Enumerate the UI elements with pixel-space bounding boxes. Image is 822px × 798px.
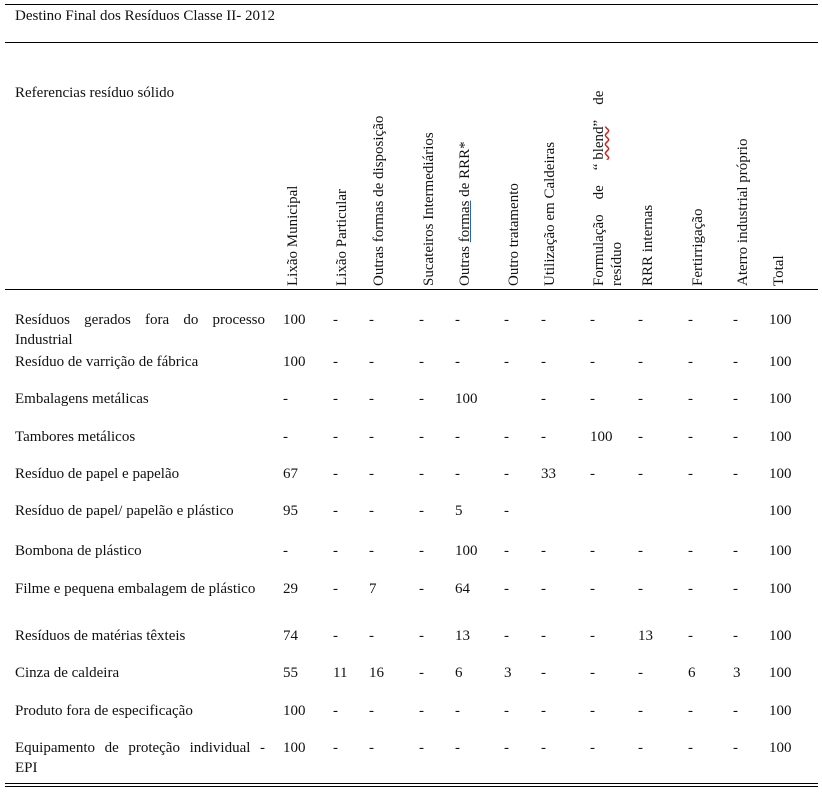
table-cell: - [455,740,460,756]
table-cell: - [419,581,424,597]
table-cell: 100 [769,391,792,407]
table-cell: - [541,391,546,407]
column-header-label: ” de [591,90,607,127]
table-cell: - [590,466,595,482]
table-cell: - [333,312,338,328]
table-cell: - [590,665,595,681]
table-cell: 33 [541,466,556,482]
column-header-label: Outras [457,242,473,286]
table-cell: 6 [688,665,696,681]
table-cell: - [419,665,424,681]
table-cell: 100 [283,740,306,756]
table-cell: - [369,429,374,445]
table-cell: 3 [733,665,741,681]
table-cell: - [419,503,424,519]
table-cell: - [688,740,693,756]
table-cell: - [419,703,424,719]
table-cell: 55 [283,665,298,681]
table-cell: - [419,628,424,644]
table-cell: - [541,581,546,597]
table-cell: - [590,740,595,756]
table-cell: 100 [769,740,792,756]
table-cell: 100 [769,466,792,482]
table-cell: - [504,354,509,370]
table-cell: 29 [283,581,298,597]
table-cell: - [733,312,738,328]
table-cell: - [419,466,424,482]
table-cell: - [688,466,693,482]
table-cell: 100 [283,312,306,328]
table-cell: - [733,391,738,407]
table-cell: - [733,740,738,756]
table-cell: - [504,703,509,719]
table-cell: - [733,429,738,445]
table-cell: - [455,354,460,370]
header-rule [5,289,818,290]
table-cell: - [688,628,693,644]
table-cell: - [333,503,338,519]
table-cell: - [419,312,424,328]
table-cell: 13 [638,628,653,644]
table-cell: - [369,466,374,482]
table-cell: - [504,628,509,644]
row-label: Filme e pequena embalagem de plástico [15,581,256,597]
table-cell: - [688,703,693,719]
table-cell: - [733,581,738,597]
table-cell: - [283,391,288,407]
table-cell: - [504,543,509,559]
table-cell: - [638,581,643,597]
column-header-label: RRR internas [640,204,656,286]
table-cell: 100 [283,354,306,370]
table-cell: 100 [769,581,792,597]
table-cell: - [733,543,738,559]
column-header-label-underlined: formas [457,200,473,243]
row-label: Tambores metálicos [15,429,136,445]
table-cell: 100 [455,543,478,559]
table-cell: - [504,429,509,445]
table-cell: - [333,466,338,482]
table-cell: - [590,312,595,328]
table-cell: 100 [769,543,792,559]
table-cell: 100 [769,665,792,681]
table-cell: - [333,703,338,719]
table-cell: - [504,581,509,597]
table-cell: - [333,543,338,559]
table-cell: 74 [283,628,298,644]
table-cell: 100 [769,429,792,445]
top-rule [5,4,818,5]
table-cell: 100 [769,312,792,328]
table-cell: - [688,581,693,597]
column-header-label: Utilização em Caldeiras [542,141,558,286]
table-cell: - [419,429,424,445]
table-cell: - [541,703,546,719]
table-cell: 100 [590,429,613,445]
bottom-rule-1 [5,783,818,784]
column-header-label: Formulação de “ [591,159,607,286]
row-label: Produto fora de especificação [15,703,193,719]
table-cell: - [638,354,643,370]
table-cell: - [333,581,338,597]
table-cell: 3 [504,665,512,681]
table-cell: - [369,703,374,719]
table-cell: - [688,543,693,559]
table-cell: - [369,628,374,644]
column-header-label-line2: resíduo [609,241,625,286]
table-cell: 100 [769,354,792,370]
table-title: Destino Final dos Resíduos Classe II- 2012 [15,8,275,24]
table-cell: - [369,312,374,328]
column-header-label: Lixão Particular [334,188,350,286]
table-cell: - [283,543,288,559]
table-cell: - [455,429,460,445]
table-cell: - [688,312,693,328]
table-cell: - [590,543,595,559]
table-cell: - [333,429,338,445]
table-cell: - [688,391,693,407]
table-cell: 13 [455,628,470,644]
table-cell: 100 [769,628,792,644]
table-cell: - [638,312,643,328]
table-cell: - [541,312,546,328]
column-header-label: Sucateiros Intermediários [421,132,437,286]
table-cell: 100 [283,703,306,719]
table-cell: - [504,466,509,482]
title-rule [5,42,818,43]
column-header-label: de RRR* [457,141,473,201]
table-cell: - [455,466,460,482]
table-cell: - [638,740,643,756]
table-cell: - [638,429,643,445]
table-cell: - [419,391,424,407]
table-cell: - [419,740,424,756]
row-label: Resíduo de papel e papelão [15,466,180,482]
table-cell: - [590,391,595,407]
table-cell: 64 [455,581,470,597]
row-label: Resíduo de papel/ papelão e plástico [15,503,234,519]
table-cell: 11 [333,665,348,681]
table-cell: - [504,312,509,328]
table-cell: - [541,354,546,370]
table-cell: - [333,740,338,756]
table-cell: - [733,628,738,644]
table-cell: - [590,581,595,597]
table-cell: - [733,354,738,370]
table-cell: - [455,703,460,719]
table-cell: - [541,543,546,559]
reference-column-header: Referencias resíduo sólido [15,85,175,101]
table-cell: - [733,703,738,719]
table-cell: - [733,466,738,482]
column-header-label: Outro tratamento [506,183,522,286]
table-cell: - [419,543,424,559]
table-cell: - [688,354,693,370]
table-cell: 100 [455,391,478,407]
table-cell: - [590,354,595,370]
table-cell: - [638,543,643,559]
table-cell: 67 [283,466,298,482]
table-cell: - [688,429,693,445]
row-label: Bombona de plástico [15,543,142,559]
table-cell: - [333,354,338,370]
row-label: Resíduos gerados fora do processo Industrial [15,312,265,348]
table-cell: - [541,665,546,681]
table-cell: 100 [769,703,792,719]
row-label: Resíduo de varrição de fábrica [15,354,199,370]
table-cell: - [638,703,643,719]
column-header-label: Total [771,255,787,286]
table-cell: - [504,503,509,519]
table-cell: - [504,740,509,756]
column-header-label: Lixão Municipal [285,185,301,286]
table-cell: - [369,543,374,559]
table-cell: 16 [369,665,384,681]
row-label: Resíduos de matérias têxteis [15,628,186,644]
table-cell: - [369,503,374,519]
table-cell: - [369,391,374,407]
table-cell: 6 [455,665,463,681]
bottom-rule-2 [5,786,818,787]
table-cell: - [283,429,288,445]
table-cell: 95 [283,503,298,519]
table-cell: - [638,466,643,482]
table-cell: - [419,354,424,370]
table-cell: - [369,740,374,756]
table-cell: - [369,354,374,370]
column-header-label-flagged: blend [591,126,607,160]
table-cell: - [455,312,460,328]
column-header-label: Outras formas de disposição [371,115,387,286]
row-label: Equipamento de proteção individual - EPI [15,740,265,776]
column-header-label: Fertirrigação [690,208,706,286]
table-cell: - [333,628,338,644]
table-cell: - [638,391,643,407]
table-cell: 100 [769,503,792,519]
table-cell: - [541,740,546,756]
table-cell: - [333,391,338,407]
row-label: Cinza de caldeira [15,665,120,681]
table-cell: - [541,429,546,445]
table-cell: 7 [369,581,377,597]
row-label: Embalagens metálicas [15,391,149,407]
column-header-label: Aterro industrial próprio [735,138,751,286]
table-cell: - [541,628,546,644]
table-cell: - [638,665,643,681]
table-cell: - [590,703,595,719]
table-cell: - [590,628,595,644]
table-cell: 5 [455,503,463,519]
